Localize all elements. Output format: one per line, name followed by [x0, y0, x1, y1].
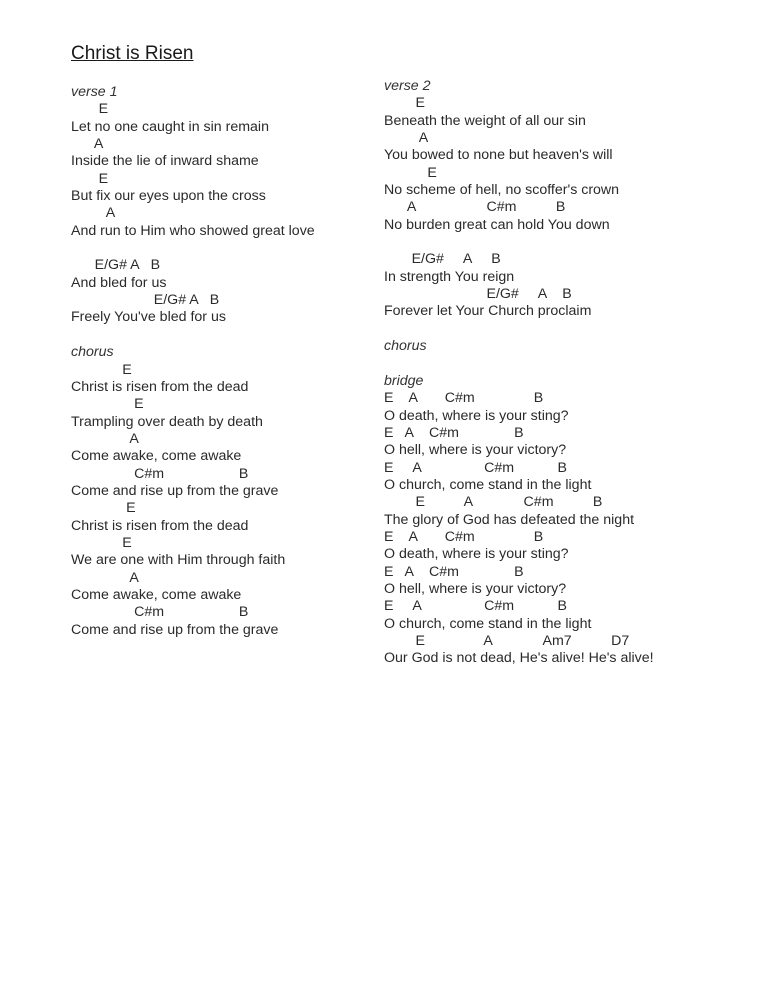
- song-title: Christ is Risen: [71, 43, 194, 64]
- lyric-line: You bowed to none but heaven's will: [384, 147, 613, 164]
- lyric-line: No burden great can hold You down: [384, 216, 610, 233]
- chord-line: E: [71, 500, 136, 517]
- chord-line: C#m B: [71, 604, 249, 621]
- lyric-line: O death, where is your sting?: [384, 546, 569, 563]
- chord-line: A: [71, 430, 139, 447]
- lyric-line: Beneath the weight of all our sin: [384, 112, 586, 129]
- section-label: verse 2: [384, 78, 431, 94]
- chord-line: E A Am7 D7: [384, 633, 630, 649]
- chord-line: E A C#m B: [384, 494, 603, 511]
- lyric-line: But fix our eyes upon the cross: [71, 188, 266, 205]
- lyric-line: Come awake, come awake: [71, 448, 242, 465]
- chord-line: A C#m B: [384, 199, 566, 216]
- blank-line: [71, 240, 315, 257]
- chord-line: A: [71, 136, 104, 153]
- lyric-line: O church, come stand in the light: [384, 615, 592, 632]
- lyric-line: O church, come stand in the light: [384, 476, 592, 493]
- chord-line: E: [71, 396, 144, 413]
- lyric-line: O hell, where is your victory?: [384, 442, 567, 459]
- lyric-line: Come and rise up from the grave: [71, 621, 279, 638]
- chord-line: E A C#m B: [384, 424, 524, 441]
- lyric-line: Christ is risen from the dead: [71, 517, 249, 534]
- chord-line: E/G# A B: [71, 257, 161, 274]
- lyric-line: Come and rise up from the grave: [71, 482, 279, 499]
- section-label: chorus: [384, 338, 427, 355]
- chord-line: E: [384, 164, 437, 181]
- chord-line: E: [71, 170, 109, 187]
- blank-line: [384, 356, 654, 373]
- lyric-line: Our God is not dead, He's alive! He's alive!: [384, 650, 654, 667]
- chord-line: E A C#m B: [384, 459, 567, 476]
- chord-line: E A C#m B: [384, 563, 524, 580]
- right-column: [384, 78, 654, 668]
- chord-line: E: [384, 95, 425, 112]
- blank-line: [71, 327, 315, 344]
- lyric-line: Inside the lie of inward shame: [71, 153, 259, 170]
- chord-line: E/G# A B: [384, 286, 572, 303]
- lyric-line: Freely You've bled for us: [71, 309, 226, 326]
- lyric-line: And run to Him who showed great love: [71, 222, 315, 239]
- lyric-line: Trampling over death by death: [71, 413, 263, 430]
- lyric-line: We are one with Him through faith: [71, 552, 286, 569]
- blank-line: [384, 234, 654, 251]
- lyric-line: In strength You reign: [384, 268, 515, 285]
- section-label: bridge: [384, 372, 424, 389]
- section-label: verse 1: [71, 84, 118, 100]
- lyric-line: No scheme of hell, no scoffer's crown: [384, 182, 620, 199]
- chord-line: E/G# A B: [384, 251, 501, 268]
- chord-line: E: [71, 361, 132, 378]
- lyric-line: And bled for us: [71, 274, 167, 291]
- chord-line: A: [71, 569, 139, 586]
- chord-line: A: [384, 130, 429, 147]
- chord-line: E A C#m B: [384, 390, 544, 407]
- lyric-line: O hell, where is your victory?: [384, 580, 567, 597]
- lyric-line: Christ is risen from the dead: [71, 378, 249, 395]
- left-column: [71, 84, 315, 639]
- chord-line: E A C#m B: [384, 598, 567, 615]
- chord-line: E/G# A B: [71, 292, 220, 309]
- lyric-line: Let no one caught in sin remain: [71, 118, 269, 135]
- blank-line: [384, 321, 654, 338]
- section-label: chorus: [71, 344, 114, 361]
- lyric-line: The glory of God has defeated the night: [384, 511, 635, 528]
- lyric-line: O death, where is your sting?: [384, 407, 569, 424]
- chord-line: E A C#m B: [384, 528, 544, 545]
- chord-line: C#m B: [71, 465, 249, 482]
- chord-line: E: [71, 101, 109, 118]
- chord-line: E: [71, 534, 132, 551]
- lyric-line: Forever let Your Church proclaim: [384, 303, 592, 320]
- chord-line: A: [71, 205, 116, 222]
- lyric-line: Come awake, come awake: [71, 586, 242, 603]
